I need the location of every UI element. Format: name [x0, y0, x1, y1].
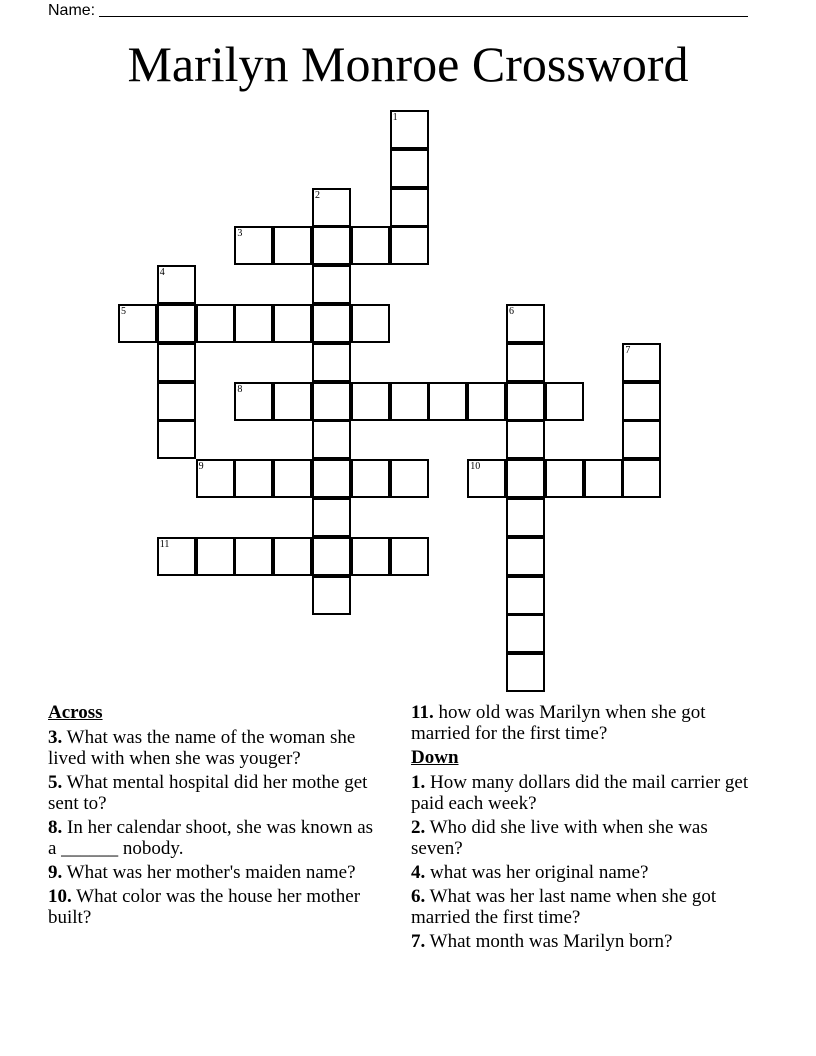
- cell-number: 11: [159, 538, 170, 550]
- down-heading: Down: [411, 747, 459, 768]
- crossword-cell[interactable]: [351, 459, 390, 498]
- crossword-cell[interactable]: [390, 110, 429, 149]
- crossword-cell[interactable]: [234, 459, 273, 498]
- crossword-cell[interactable]: [157, 382, 196, 421]
- crossword-cell[interactable]: [157, 420, 196, 459]
- crossword-cell[interactable]: [506, 343, 545, 382]
- crossword-cell[interactable]: [622, 343, 661, 382]
- crossword-cell[interactable]: [234, 382, 273, 421]
- crossword-cell[interactable]: [506, 614, 545, 653]
- crossword-cell[interactable]: [312, 420, 351, 459]
- crossword-cell[interactable]: [273, 459, 312, 498]
- crossword-cell[interactable]: [390, 149, 429, 188]
- crossword-cell[interactable]: [351, 382, 390, 421]
- cell-number: 2: [315, 189, 320, 201]
- crossword-cell[interactable]: [196, 304, 235, 343]
- crossword-cell[interactable]: [390, 226, 429, 265]
- crossword-cell[interactable]: [428, 382, 467, 421]
- clue-across-8: 8. In her calendar shoot, she was known as a ______ nobody.: [48, 817, 374, 859]
- crossword-cell[interactable]: [196, 459, 235, 498]
- crossword-cell[interactable]: [234, 304, 273, 343]
- clue-across-10: 10. What color was the house her mother built?: [48, 886, 361, 928]
- clue-across-11: 11. how old was Marilyn when she got married for the first time?: [411, 702, 706, 744]
- crossword-cell[interactable]: [118, 304, 157, 343]
- crossword-cell[interactable]: [506, 304, 545, 343]
- crossword-cell[interactable]: [234, 537, 273, 576]
- cell-number: 7: [625, 344, 631, 356]
- clue-across-9: 9. What was her mother's maiden name?: [48, 862, 356, 883]
- crossword-cell[interactable]: [622, 420, 661, 459]
- clue-down-4: 4. what was her original name?: [411, 862, 649, 883]
- cell-number: 4: [159, 267, 165, 279]
- crossword-cell[interactable]: [351, 537, 390, 576]
- crossword-cell[interactable]: [506, 459, 545, 498]
- across-heading: Across: [48, 702, 103, 723]
- crossword-cell[interactable]: [506, 382, 545, 421]
- crossword-cell[interactable]: [157, 537, 196, 576]
- crossword-cell[interactable]: [506, 653, 545, 692]
- crossword-cell[interactable]: [157, 265, 196, 304]
- clues-left-column: [48, 702, 378, 931]
- cell-number: 1: [392, 112, 398, 123]
- crossword-cell[interactable]: [545, 459, 584, 498]
- name-label: Name:: [48, 2, 96, 19]
- crossword-cell[interactable]: [545, 382, 584, 421]
- clue-down-2: 2. Who did she live with when she was seven?: [411, 817, 708, 859]
- clue-down-1: 1. How many dollars did the mail carrier get paid each week?: [411, 772, 749, 814]
- cell-number: 9: [198, 461, 204, 473]
- crossword-cell[interactable]: [312, 265, 351, 304]
- crossword-cell[interactable]: [312, 226, 351, 265]
- crossword-cell[interactable]: [467, 459, 506, 498]
- name-field[interactable]: [48, 0, 748, 20]
- crossword-cell[interactable]: [390, 537, 429, 576]
- page-title: Marilyn Monroe Crossword: [127, 36, 689, 92]
- name-underline[interactable]: [99, 2, 748, 17]
- cell-number: 3: [237, 228, 243, 240]
- crossword-cell[interactable]: [234, 226, 273, 265]
- clue-across-5: 5. What mental hospital did her mothe get sent to?: [48, 772, 368, 814]
- crossword-cell[interactable]: [584, 459, 623, 498]
- cell-number: 6: [509, 306, 514, 317]
- clues-right-column: [411, 702, 756, 955]
- crossword-cell[interactable]: [506, 537, 545, 576]
- cell-number: 5: [121, 306, 126, 317]
- crossword-cell[interactable]: [390, 459, 429, 498]
- crossword-cell[interactable]: [467, 382, 506, 421]
- crossword-cell[interactable]: [273, 226, 312, 265]
- cell-number: 8: [237, 383, 243, 395]
- crossword-cell[interactable]: [196, 537, 235, 576]
- clue-down-6: 6. What was her last name when she got married the first time?: [411, 886, 717, 928]
- crossword-cell[interactable]: [390, 382, 429, 421]
- crossword-cell[interactable]: [312, 188, 351, 227]
- crossword-cell[interactable]: [351, 226, 390, 265]
- crossword-cell[interactable]: [157, 343, 196, 382]
- crossword-cell[interactable]: [312, 576, 351, 615]
- crossword-cell[interactable]: [312, 304, 351, 343]
- crossword-cell[interactable]: [506, 420, 545, 459]
- crossword-cell[interactable]: [157, 304, 196, 343]
- crossword-cell[interactable]: [351, 304, 390, 343]
- crossword-cell[interactable]: [390, 188, 429, 227]
- crossword-cell[interactable]: [273, 382, 312, 421]
- crossword-cell[interactable]: [312, 537, 351, 576]
- crossword-cell[interactable]: [312, 498, 351, 537]
- cell-number: 10: [470, 461, 481, 473]
- crossword-cell[interactable]: [622, 382, 661, 421]
- clue-across-3: 3. What was the name of the woman she lived with when she was youger?: [48, 727, 356, 769]
- crossword-cell[interactable]: [506, 498, 545, 537]
- crossword-cell[interactable]: [506, 576, 545, 615]
- crossword-cell[interactable]: [273, 537, 312, 576]
- crossword-cell[interactable]: [312, 343, 351, 382]
- crossword-cell[interactable]: [312, 459, 351, 498]
- crossword-cell[interactable]: [312, 382, 351, 421]
- crossword-cell[interactable]: [622, 459, 661, 498]
- clue-down-7: 7. What month was Marilyn born?: [411, 931, 673, 952]
- crossword-cell[interactable]: [273, 304, 312, 343]
